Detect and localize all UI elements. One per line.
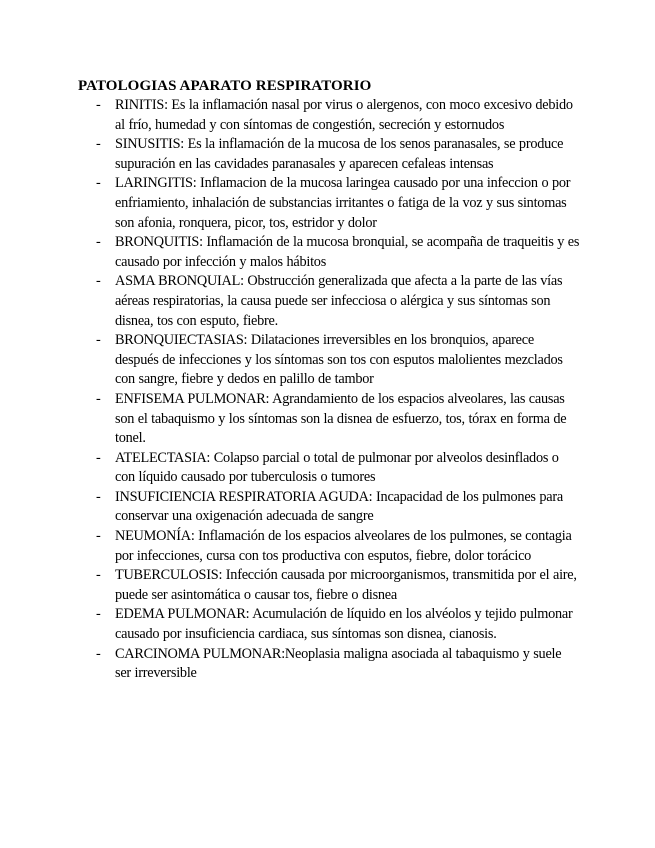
list-item-rinitis (0, 96, 580, 135)
pathology-list (0, 96, 655, 684)
list-item-text: ASMA BRONQUIAL: Obstrucción generalizada que afecta a la parte de las vías aéreas respiratorias, la causa puede ser infecciosa o alérgica y sus síntomas son disnea, tos con esputo, fiebre. (115, 273, 563, 329)
list-item-insuficiencia-respiratoria (0, 488, 580, 527)
list-item-text: ATELECTASIA: Colapso parcial o total de pulmonar por alveolos desinflados o con líquido causado por tuberculosis o tumores (115, 449, 559, 486)
list-item-laringitis (0, 174, 580, 233)
list-item-carcinoma-pulmonar (0, 645, 580, 684)
bullet-dash: - (96, 390, 101, 407)
bullet-dash: - (96, 528, 101, 545)
list-item-text: INSUFICIENCIA RESPIRATORIA AGUDA: Incapacidad de los pulmones para conservar una oxigenación adecuada de sangre (115, 488, 563, 525)
list-item-text: SINUSITIS: Es la inflamación de la mucosa de los senos paranasales, se produce supuración en las cavidades paranasales y aparecen cefaleas intensas (115, 136, 564, 172)
list-item-atelectasia (0, 449, 580, 488)
list-item-text: TUBERCULOSIS: Infección causada por microorganismos, transmitida por el aire, puede ser asintomática o causar tos, fiebre o disnea (115, 567, 577, 603)
list-item-edema-pulmonar (0, 605, 580, 644)
list-item-text: EDEMA PULMONAR: Acumulación de líquido en los alvéolos y tejido pulmonar causado por insuficiencia cardiaca, sus síntomas son disnea, cianosis. (115, 606, 573, 643)
list-item-neumonia (0, 527, 580, 566)
bullet-dash: - (96, 606, 101, 623)
bullet-dash: - (96, 488, 101, 505)
list-item-text: ENFISEMA PULMONAR: Agrandamiento de los espacios alveolares, las causas son el tabaquismo y los síntomas son la disnea de esfuerzo, tos, tórax en forma de tonel. (115, 390, 567, 447)
bullet-dash: - (96, 645, 101, 662)
bullet-dash: - (96, 175, 101, 192)
bullet-dash: - (96, 273, 101, 290)
list-item-bronquiectasias (0, 331, 580, 390)
bullet-dash: - (96, 332, 101, 349)
bullet-dash: - (96, 97, 101, 113)
list-item-text: BRONQUITIS: Inflamación de la mucosa bronquial, se acompaña de traqueitis y es causado por infección y malos hábitos (115, 234, 580, 270)
list-item-text: NEUMONÍA: Inflamación de los espacios alveolares de los pulmones, se contagia por infecciones, cursa con tos productiva con esputos, fiebre, dolor torácico (115, 528, 572, 564)
list-item-sinusitis (0, 135, 580, 174)
list-item-text: LARINGITIS: Inflamacion de la mucosa laringea causado por una infeccion o por enfriamiento, inhalación de substancias irritantes o fatiga de la voz y sus sintomas son afonia, ronquera, picor, tos, estridor y dolor (115, 175, 571, 231)
list-item-tuberculosis (0, 566, 580, 605)
list-item-text: BRONQUIECTASIAS: Dilataciones irreversibles en los bronquios, aparece después de infecciones y los síntomas son tos con esputos malolientes mezclados con sangre, fiebre y dedos en palillo de tambor (115, 332, 563, 388)
list-item-text: CARCINOMA PULMONAR:Neoplasia maligna asociada al tabaquismo y suele ser irreversible (115, 645, 562, 682)
list-item-text: RINITIS: Es la inflamación nasal por virus o alergenos, con moco excesivo debido al frío, humedad y con síntomas de congestión, secreción y estornudos (115, 97, 573, 133)
bullet-dash: - (96, 449, 101, 466)
bullet-dash: - (96, 136, 101, 153)
bullet-dash: - (96, 234, 101, 251)
document-title: PATOLOGIAS APARATO RESPIRATORIO (78, 78, 372, 94)
list-item-enfisema-pulmonar (0, 390, 580, 449)
list-item-bronquitis (0, 233, 580, 272)
list-item-asma-bronquial (0, 272, 580, 331)
bullet-dash: - (96, 567, 101, 584)
